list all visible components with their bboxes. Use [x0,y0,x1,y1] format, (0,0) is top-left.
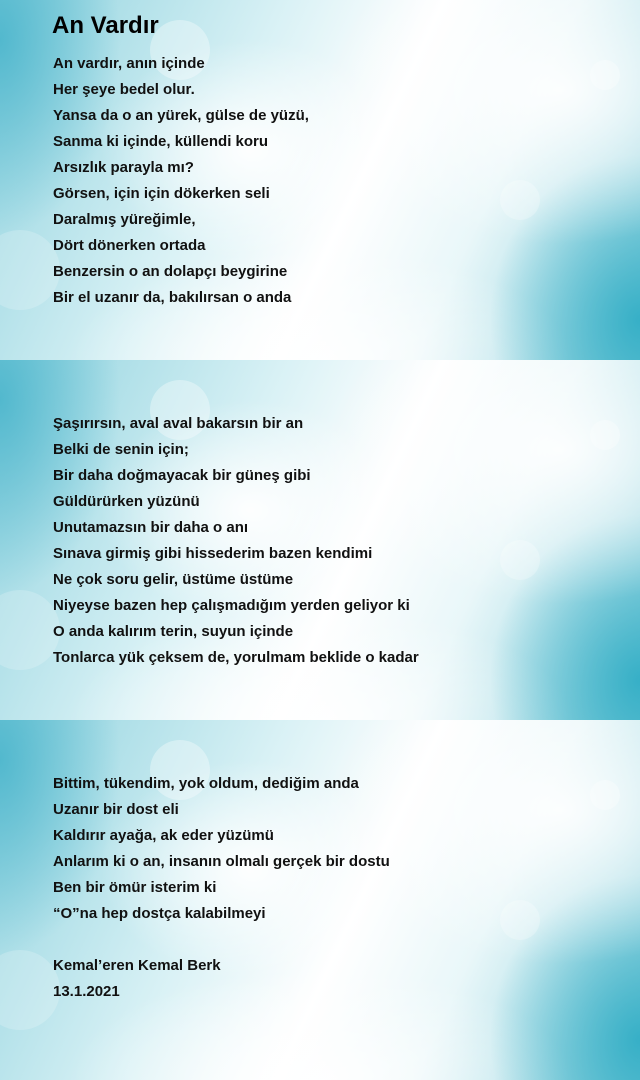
poem-line: Belki de senin için; [53,441,189,458]
poem-line: Her şeye bedel olur. [53,81,195,98]
poem-line: Sınava girmiş gibi hissederim bazen kendimi [53,545,373,562]
stanza-gap [53,927,390,953]
bokeh-circle [500,180,540,220]
poem-line: Unutamazsın bir daha o anı [53,519,249,536]
poem-line: “O”na hep dostça kalabilmeyi [53,905,266,922]
poem-author: Kemal’eren Kemal Berk [53,957,221,974]
poem-line: Daralmış yüreğimle, [53,211,196,228]
poem-line: Uzanır bir dost eli [53,801,179,818]
poem-date: 13.1.2021 [53,983,120,1000]
poem-line: Güldürürken yüzünü [53,493,200,510]
poem-line: Yansa da o an yürek, gülse de yüzü, [53,107,309,124]
poem-panel-2 [0,360,640,720]
poem-line: Arsızlık parayla mı? [53,159,194,176]
bokeh-circle [0,590,60,670]
stanza-3 [53,771,390,1005]
poem-line: Anlarım ki o an, insanın olmalı gerçek bir dostu [53,853,390,870]
poem-line: Sanma ki içinde, küllendi koru [53,133,269,150]
bokeh-circle [0,950,60,1030]
poem-line: Dört dönerken ortada [53,237,206,254]
poem-line: Bir daha doğmayacak bir güneş gibi [53,467,311,484]
poem-title: An Vardır [52,12,159,39]
poem-line: Bir el uzanır da, bakılırsan o anda [53,289,292,306]
poem-panel-3 [0,720,640,1080]
poem-line: Bittim, tükendim, yok oldum, dediğim anda [53,775,359,792]
stanza-1 [53,51,309,311]
bokeh-circle [500,540,540,580]
poem-line: Kaldırır ayağa, ak eder yüzümü [53,827,274,844]
bokeh-circle [590,420,620,450]
poem-line: Niyeyse bazen hep çalışmadığım yerden geliyor ki [53,597,410,614]
poem-line: O anda kalırım terin, suyun içinde [53,623,294,640]
stanza-2 [53,411,419,671]
bokeh-circle [590,780,620,810]
poem-panel-1 [0,0,640,360]
poem-line: Ben bir ömür isterim ki [53,879,217,896]
bokeh-circle [0,230,60,310]
poem-line: An vardır, anın içinde [53,55,205,72]
poem-line: Benzersin o an dolapçı beygirine [53,263,288,280]
poem-line: Ne çok soru gelir, üstüme üstüme [53,571,294,588]
bokeh-circle [500,900,540,940]
bokeh-circle [590,60,620,90]
poem-line: Görsen, için için dökerken seli [53,185,270,202]
poem-line: Tonlarca yük çeksem de, yorulmam beklide o kadar [53,649,419,666]
poem-line: Şaşırırsın, aval aval bakarsın bir an [53,415,304,432]
